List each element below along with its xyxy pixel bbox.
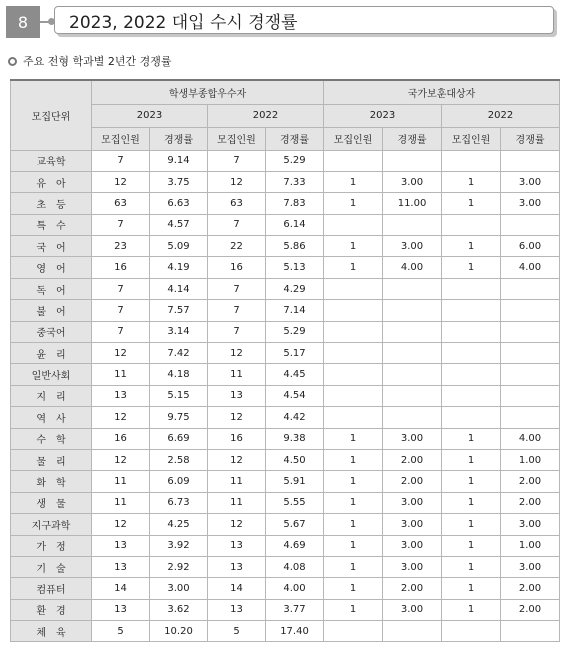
table-cell: 3.00 <box>150 578 208 599</box>
table-row <box>11 321 560 342</box>
row-unit: 체 육 <box>11 621 92 642</box>
table-cell <box>383 407 442 428</box>
table-cell <box>501 385 560 406</box>
row-unit: 불 어 <box>11 300 92 321</box>
table-row <box>11 556 560 577</box>
table-cell <box>324 385 383 406</box>
table-cell: 7 <box>92 321 150 342</box>
table-cell: 7 <box>208 214 266 235</box>
table-cell <box>501 407 560 428</box>
table-cell <box>324 364 383 385</box>
table-cell: 13 <box>208 599 266 620</box>
table-row <box>11 471 560 492</box>
table-cell: 1 <box>442 492 501 513</box>
table-row <box>11 578 560 599</box>
table-cell: 12 <box>208 514 266 535</box>
table-cell: 11 <box>208 492 266 513</box>
table-cell <box>383 343 442 364</box>
row-unit: 교육학 <box>11 150 92 171</box>
table-row <box>11 449 560 470</box>
table-row <box>11 343 560 364</box>
table-cell: 11 <box>208 364 266 385</box>
table-cell: 1 <box>324 578 383 599</box>
table-cell <box>383 150 442 171</box>
table-cell: 3.00 <box>383 556 442 577</box>
row-unit: 국 어 <box>11 236 92 257</box>
header-subcol: 경쟁률 <box>501 127 560 150</box>
row-unit: 수 학 <box>11 428 92 449</box>
table-cell: 4.57 <box>150 214 208 235</box>
competition-rate-table <box>10 79 560 642</box>
table-cell: 1.00 <box>501 535 560 556</box>
table-cell: 4.14 <box>150 278 208 299</box>
table-cell: 1 <box>442 449 501 470</box>
table-cell: 1 <box>324 492 383 513</box>
table-cell: 5 <box>208 621 266 642</box>
row-unit: 지 리 <box>11 385 92 406</box>
table-cell: 7 <box>92 150 150 171</box>
table-cell <box>501 364 560 385</box>
table-cell: 1 <box>324 535 383 556</box>
table-cell: 5.55 <box>266 492 324 513</box>
table-cell: 4.00 <box>266 578 324 599</box>
table-cell <box>383 214 442 235</box>
header-group-1: 국가보훈대상자 <box>324 80 560 104</box>
table-cell <box>442 343 501 364</box>
table-row <box>11 621 560 642</box>
table-cell: 5.86 <box>266 236 324 257</box>
table-cell: 4.50 <box>266 449 324 470</box>
table-cell: 5.29 <box>266 150 324 171</box>
table-cell <box>442 407 501 428</box>
table-cell: 13 <box>92 556 150 577</box>
ring-bullet-icon <box>8 57 17 66</box>
table-cell: 1 <box>442 535 501 556</box>
table-cell <box>383 278 442 299</box>
header-subcol: 모집인원 <box>208 127 266 150</box>
table-cell <box>501 278 560 299</box>
header-subcol: 모집인원 <box>324 127 383 150</box>
table-cell: 11.00 <box>383 193 442 214</box>
table-cell: 14 <box>208 578 266 599</box>
table-cell: 12 <box>208 449 266 470</box>
table-cell: 1 <box>442 171 501 192</box>
table-cell: 2.00 <box>501 578 560 599</box>
table-row <box>11 599 560 620</box>
table-cell: 1 <box>442 236 501 257</box>
table-cell: 13 <box>208 556 266 577</box>
table-cell <box>442 150 501 171</box>
table-cell: 16 <box>208 428 266 449</box>
table-cell: 4.25 <box>150 514 208 535</box>
table-cell: 1 <box>442 599 501 620</box>
header-subcol: 모집인원 <box>442 127 501 150</box>
table-cell: 2.00 <box>501 492 560 513</box>
section-number-badge: 8 <box>6 6 40 38</box>
table-row <box>11 214 560 235</box>
row-unit: 독 어 <box>11 278 92 299</box>
table-cell: 12 <box>208 407 266 428</box>
header-subcol: 경쟁률 <box>383 127 442 150</box>
table-cell: 63 <box>92 193 150 214</box>
table-cell <box>442 321 501 342</box>
table-cell: 1 <box>324 449 383 470</box>
table-cell: 5.13 <box>266 257 324 278</box>
table-cell: 3.00 <box>383 428 442 449</box>
table-cell: 2.00 <box>383 449 442 470</box>
table-cell <box>501 150 560 171</box>
row-unit: 초 등 <box>11 193 92 214</box>
table-cell <box>324 321 383 342</box>
row-unit: 유 아 <box>11 171 92 192</box>
table-row <box>11 492 560 513</box>
subtitle-text: 주요 전형 학과별 2년간 경쟁률 <box>23 55 172 68</box>
table-cell: 1 <box>442 257 501 278</box>
header-subcol: 경쟁률 <box>150 127 208 150</box>
table-cell <box>383 364 442 385</box>
table-row <box>11 257 560 278</box>
section-title: 2023, 2022 대입 수시 경쟁률 <box>54 6 554 34</box>
table-cell: 12 <box>92 343 150 364</box>
table-cell: 11 <box>208 471 266 492</box>
table-cell: 3.00 <box>383 236 442 257</box>
table-cell: 17.40 <box>266 621 324 642</box>
table-cell: 5.67 <box>266 514 324 535</box>
table-cell: 4.19 <box>150 257 208 278</box>
table-cell: 3.77 <box>266 599 324 620</box>
table-cell: 1 <box>442 578 501 599</box>
table-cell <box>383 621 442 642</box>
table-cell <box>383 300 442 321</box>
section-header <box>6 6 557 38</box>
table-cell: 5 <box>92 621 150 642</box>
header-subcol: 경쟁률 <box>266 127 324 150</box>
table-cell: 5.91 <box>266 471 324 492</box>
table-cell <box>501 621 560 642</box>
table-cell <box>501 321 560 342</box>
table-cell: 7 <box>92 214 150 235</box>
table-cell: 1.00 <box>501 449 560 470</box>
table-cell: 6.00 <box>501 236 560 257</box>
table-cell: 7 <box>208 150 266 171</box>
table-cell: 4.54 <box>266 385 324 406</box>
subtitle <box>8 53 172 69</box>
table-cell: 4.00 <box>501 428 560 449</box>
row-unit: 물 리 <box>11 449 92 470</box>
table-cell: 1 <box>324 171 383 192</box>
row-unit: 윤 리 <box>11 343 92 364</box>
table-row <box>11 407 560 428</box>
table-row <box>11 193 560 214</box>
table-cell: 14 <box>92 578 150 599</box>
row-unit: 가 정 <box>11 535 92 556</box>
table-cell: 3.00 <box>501 556 560 577</box>
table-cell: 7.57 <box>150 300 208 321</box>
table-cell <box>383 385 442 406</box>
table-cell: 1 <box>324 556 383 577</box>
table-cell: 1 <box>442 471 501 492</box>
table-cell <box>442 278 501 299</box>
table-cell: 12 <box>208 343 266 364</box>
table-cell <box>442 300 501 321</box>
table-cell: 3.00 <box>383 514 442 535</box>
table-row <box>11 236 560 257</box>
table-cell: 6.69 <box>150 428 208 449</box>
table-row <box>11 428 560 449</box>
table-cell: 6.73 <box>150 492 208 513</box>
table-cell: 4.45 <box>266 364 324 385</box>
header-year: 2022 <box>208 104 324 127</box>
table-cell: 1 <box>442 556 501 577</box>
table-cell: 3.62 <box>150 599 208 620</box>
table-cell: 13 <box>92 535 150 556</box>
table-cell: 13 <box>208 535 266 556</box>
table-cell: 7.83 <box>266 193 324 214</box>
table-cell: 2.58 <box>150 449 208 470</box>
table-cell: 4.00 <box>501 257 560 278</box>
table-cell <box>501 214 560 235</box>
table-cell: 6.63 <box>150 193 208 214</box>
row-unit: 일반사회 <box>11 364 92 385</box>
table-cell: 22 <box>208 236 266 257</box>
table-cell: 1 <box>324 236 383 257</box>
table-cell: 7.14 <box>266 300 324 321</box>
table-cell <box>324 150 383 171</box>
table-cell: 1 <box>442 514 501 535</box>
table-cell <box>501 343 560 364</box>
row-unit: 기 술 <box>11 556 92 577</box>
table-cell: 3.00 <box>383 492 442 513</box>
row-unit: 생 물 <box>11 492 92 513</box>
table-cell: 5.29 <box>266 321 324 342</box>
header-year: 2022 <box>442 104 560 127</box>
table-cell: 1 <box>324 428 383 449</box>
table-cell: 9.14 <box>150 150 208 171</box>
table-cell: 5.17 <box>266 343 324 364</box>
table-cell: 9.75 <box>150 407 208 428</box>
table-cell <box>442 214 501 235</box>
table-cell: 3.00 <box>383 535 442 556</box>
table-cell: 9.38 <box>266 428 324 449</box>
table-cell: 3.00 <box>383 171 442 192</box>
table-cell: 1 <box>324 193 383 214</box>
row-unit: 컴퓨터 <box>11 578 92 599</box>
table-cell: 7.42 <box>150 343 208 364</box>
table-row <box>11 278 560 299</box>
table-cell: 12 <box>92 449 150 470</box>
table-cell: 12 <box>92 407 150 428</box>
table-cell: 16 <box>92 428 150 449</box>
table-cell: 13 <box>92 599 150 620</box>
table-cell <box>324 214 383 235</box>
table-row <box>11 364 560 385</box>
table-row <box>11 300 560 321</box>
table-cell: 3.00 <box>501 171 560 192</box>
table-cell: 5.15 <box>150 385 208 406</box>
table-cell: 11 <box>92 471 150 492</box>
table-cell: 23 <box>92 236 150 257</box>
table-cell: 3.00 <box>501 193 560 214</box>
table-row <box>11 514 560 535</box>
row-unit: 지구과학 <box>11 514 92 535</box>
table-cell <box>442 621 501 642</box>
table-cell: 1 <box>324 471 383 492</box>
table-cell: 7 <box>92 300 150 321</box>
table-cell: 1 <box>324 599 383 620</box>
table-cell <box>324 278 383 299</box>
table-cell <box>442 364 501 385</box>
table-cell: 1 <box>442 428 501 449</box>
table-cell: 1 <box>324 257 383 278</box>
table-cell <box>442 385 501 406</box>
header-group-0: 학생부종합우수자 <box>92 80 324 104</box>
table-cell <box>324 300 383 321</box>
table-cell: 2.00 <box>501 599 560 620</box>
table-cell: 4.18 <box>150 364 208 385</box>
row-unit: 특 수 <box>11 214 92 235</box>
table-cell <box>324 343 383 364</box>
table-cell <box>324 407 383 428</box>
table-cell: 2.00 <box>501 471 560 492</box>
table-row <box>11 385 560 406</box>
table-cell: 1 <box>442 193 501 214</box>
row-unit: 중국어 <box>11 321 92 342</box>
table-cell: 16 <box>208 257 266 278</box>
header-subcol: 모집인원 <box>92 127 150 150</box>
row-unit: 영 어 <box>11 257 92 278</box>
table-cell: 3.92 <box>150 535 208 556</box>
table-cell: 4.42 <box>266 407 324 428</box>
row-unit: 화 학 <box>11 471 92 492</box>
table-cell: 4.69 <box>266 535 324 556</box>
table-cell: 6.09 <box>150 471 208 492</box>
header-year: 2023 <box>92 104 208 127</box>
table-cell: 7 <box>92 278 150 299</box>
table-cell: 2.00 <box>383 471 442 492</box>
table-cell: 7 <box>208 321 266 342</box>
table-cell: 4.00 <box>383 257 442 278</box>
table-cell: 3.00 <box>501 514 560 535</box>
table-cell: 5.09 <box>150 236 208 257</box>
table-cell: 2.92 <box>150 556 208 577</box>
table-cell <box>383 321 442 342</box>
table-row <box>11 150 560 171</box>
table-cell: 12 <box>92 171 150 192</box>
table-cell: 6.14 <box>266 214 324 235</box>
table-cell: 13 <box>92 385 150 406</box>
table-cell: 63 <box>208 193 266 214</box>
table-cell: 16 <box>92 257 150 278</box>
table-row <box>11 535 560 556</box>
table-cell: 11 <box>92 492 150 513</box>
header-unit: 모집단위 <box>11 80 92 150</box>
table-cell: 7 <box>208 300 266 321</box>
table-row <box>11 171 560 192</box>
table-cell: 13 <box>208 385 266 406</box>
table-cell: 12 <box>92 514 150 535</box>
table-cell: 7 <box>208 278 266 299</box>
table-cell: 3.75 <box>150 171 208 192</box>
table-cell: 4.08 <box>266 556 324 577</box>
table-cell: 3.14 <box>150 321 208 342</box>
table-cell: 12 <box>208 171 266 192</box>
table-cell: 7.33 <box>266 171 324 192</box>
table-cell <box>324 621 383 642</box>
table-cell: 2.00 <box>383 578 442 599</box>
row-unit: 환 경 <box>11 599 92 620</box>
row-unit: 역 사 <box>11 407 92 428</box>
header-year: 2023 <box>324 104 442 127</box>
table-cell: 11 <box>92 364 150 385</box>
table-cell: 1 <box>324 514 383 535</box>
table-cell: 3.00 <box>383 599 442 620</box>
table-cell: 10.20 <box>150 621 208 642</box>
table-cell <box>501 300 560 321</box>
table-cell: 4.29 <box>266 278 324 299</box>
